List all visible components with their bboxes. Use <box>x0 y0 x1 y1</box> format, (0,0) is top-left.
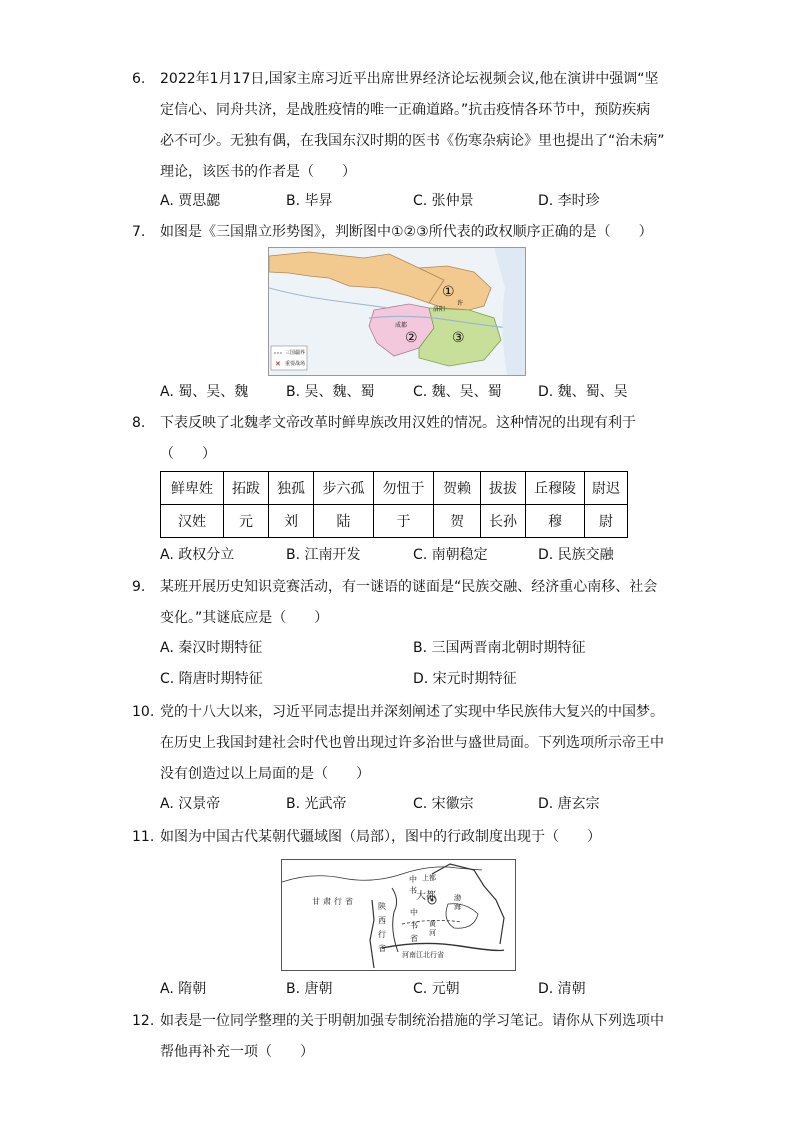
option-b[interactable]: B. 三国两晋南北朝时期特征 <box>413 640 586 656</box>
table-cell: 丘穆陵 <box>526 472 585 505</box>
option-c[interactable]: C. 南朝稳定 <box>413 547 488 563</box>
option-c[interactable]: C. 魏、吴、蜀 <box>413 384 502 400</box>
question-6 <box>132 64 677 188</box>
label-shangdu: 上都 <box>422 874 436 882</box>
label-zhongshu-vertical: 中书 <box>409 875 417 895</box>
option-d[interactable]: D. 唐玄宗 <box>538 796 600 812</box>
table-cell: 尉 <box>585 505 628 538</box>
label-yellow-river: 黄河 <box>429 920 436 937</box>
table-cell: 鲜卑姓 <box>161 472 224 505</box>
table-cell: 汉姓 <box>161 505 224 538</box>
question-number: 8. <box>132 415 146 431</box>
option-a[interactable]: A. 蜀、吴、魏 <box>160 384 249 400</box>
marker-2: ② <box>405 330 418 346</box>
city-chengdu: 成都 <box>395 322 408 329</box>
stem-line: 理论，该医书的作者是（ ） <box>160 164 356 180</box>
label-henan-jiangbei-province: 河南江北行省 <box>402 951 444 959</box>
question-stem <box>160 1006 677 1068</box>
table-cell: 刘 <box>269 505 314 538</box>
table-cell: 陆 <box>314 505 374 538</box>
option-a[interactable]: A. 贾思勰 <box>160 193 221 209</box>
question-number: 12. <box>132 1013 155 1029</box>
table-cell: 元 <box>224 505 269 538</box>
option-a[interactable]: A. 汉景帝 <box>160 796 221 812</box>
option-d[interactable]: D. 魏、蜀、吴 <box>538 384 628 400</box>
option-d[interactable]: D. 清朝 <box>538 981 586 997</box>
question-number: 10. <box>132 704 155 720</box>
stem-line: 变化。”其谜底应是（ ） <box>160 610 329 626</box>
marker-3: ③ <box>452 330 465 346</box>
marker-1: ① <box>442 284 455 300</box>
legend-border: 三国疆界 <box>285 350 306 356</box>
question-9 <box>132 572 677 634</box>
option-d[interactable]: D. 宋元时期特征 <box>413 671 517 687</box>
option-b[interactable]: B. 吴、魏、蜀 <box>286 384 375 400</box>
table-row <box>161 505 628 538</box>
stem-line: 某班开展历史知识竞赛活动，有一谜语的谜面是“民族交融、经济重心南移、社会 <box>160 579 658 595</box>
option-d[interactable]: D. 李时珍 <box>538 193 600 209</box>
option-d[interactable]: D. 民族交融 <box>538 547 614 563</box>
question-stem <box>160 572 677 634</box>
stem-line: 必不可少。无独有偶，在我国东汉时期的医书《伤寒杂病论》里也提出了“治未病” <box>160 133 665 149</box>
table-cell: 勿忸于 <box>374 472 434 505</box>
question-7 <box>132 217 677 248</box>
stem-line: 定信心、同舟共济，是战胜疫情的唯一正确道路。”抗击疫情各环节中，预防疾病 <box>160 102 651 118</box>
table-cell: 贺 <box>434 505 481 538</box>
battle-icon: ✕ <box>275 360 281 368</box>
option-b[interactable]: B. 光武帝 <box>286 796 347 812</box>
yuan-dynasty-map-drawing <box>282 860 515 970</box>
stem-line: 如表是一位同学整理的关于明朝加强专制统治措施的学习笔记。请你从下列选项中 <box>160 1013 664 1029</box>
question-11 <box>132 822 677 853</box>
stem-line: 下表反映了北魏孝文帝改革时鲜卑族改用汉姓的情况。这种情况的出现有利于 <box>160 415 636 431</box>
option-c[interactable]: C. 张仲景 <box>413 193 474 209</box>
stem-line: 如图为中国古代某朝代疆域图（局部），图中的行政制度出现于（ ） <box>160 829 601 845</box>
question-number: 11. <box>132 829 155 845</box>
option-c[interactable]: C. 隋唐时期特征 <box>160 671 263 687</box>
legend-battle: 重要战场 <box>285 361 306 367</box>
question-number: 7. <box>132 224 146 240</box>
option-a[interactable]: A. 政权分立 <box>160 547 235 563</box>
label-dadu: 大都 <box>416 891 436 902</box>
label-shaanxi-province: 陕西行省 <box>378 902 386 953</box>
table-cell: 穆 <box>526 505 585 538</box>
city-luoyang: 洛阳 <box>433 306 446 313</box>
surname-table <box>160 471 628 538</box>
table-cell: 拓跋 <box>224 472 269 505</box>
option-c[interactable]: C. 元朝 <box>413 981 460 997</box>
table-cell: 尉迟 <box>585 472 628 505</box>
option-a[interactable]: A. 秦汉时期特征 <box>160 640 263 656</box>
question-stem <box>160 697 677 790</box>
stem-line: 帮他再补充一项（ ） <box>160 1044 314 1060</box>
question-8 <box>132 408 677 470</box>
question-number: 6. <box>132 71 146 87</box>
city-xu: 许 <box>457 300 464 307</box>
option-b[interactable]: B. 毕昇 <box>286 193 333 209</box>
table-cell: 贺赖 <box>434 472 481 505</box>
table-cell: 长孙 <box>481 505 526 538</box>
stem-line: 党的十八大以来，习近平同志提出并深刻阐述了实现中华民族伟大复兴的中国梦。 <box>160 704 664 720</box>
question-stem <box>160 822 677 853</box>
stem-line: 如图是《三国鼎立形势图》，判断图中①②③所代表的政权顺序正确的是（ ） <box>160 224 653 240</box>
question-10 <box>132 697 677 790</box>
label-bohai: 渤海 <box>454 894 461 911</box>
table-cell: 步六孤 <box>314 472 374 505</box>
stem-line: （ ） <box>160 446 216 462</box>
question-stem <box>160 64 677 188</box>
stem-line: 2022年1月17日,国家主席习近平出席世界经济论坛视频会议,他在演讲中强调“坚 <box>160 71 659 87</box>
label-zhongshu-province: 中书省 <box>410 908 418 943</box>
question-12 <box>132 1006 677 1068</box>
stem-line: 没有创造过以上局面的是（ ） <box>160 766 370 782</box>
option-a[interactable]: A. 隋朝 <box>160 981 207 997</box>
label-gansu-province: 甘肃行省 <box>312 897 356 906</box>
table-cell: 于 <box>374 505 434 538</box>
yuan-dynasty-map <box>281 859 516 971</box>
option-b[interactable]: B. 江南开发 <box>286 547 361 563</box>
table-cell: 拔拔 <box>481 472 526 505</box>
table-cell: 独孤 <box>269 472 314 505</box>
option-c[interactable]: C. 宋徽宗 <box>413 796 474 812</box>
option-b[interactable]: B. 唐朝 <box>286 981 333 997</box>
three-kingdoms-map-drawing <box>269 248 525 375</box>
stem-line: 在历史上我国封建社会时代也曾出现过许多治世与盛世局面。下列选项所示帝王中 <box>160 735 664 751</box>
question-stem <box>160 217 677 248</box>
table-row <box>161 472 628 505</box>
three-kingdoms-map <box>268 247 526 376</box>
question-number: 9. <box>132 579 146 595</box>
question-stem <box>160 408 677 470</box>
